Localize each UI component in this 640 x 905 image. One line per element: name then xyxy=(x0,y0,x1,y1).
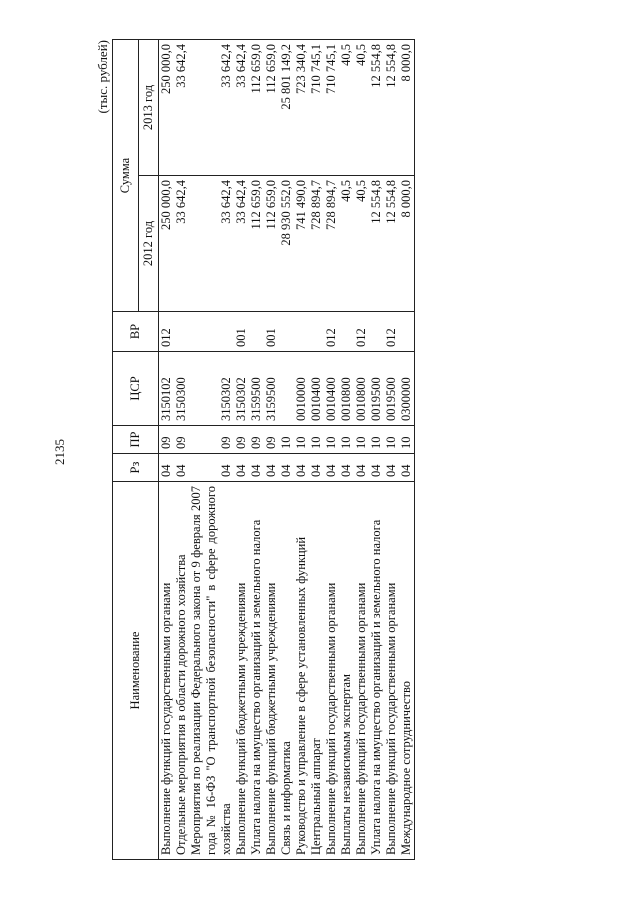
row-vr xyxy=(339,312,354,352)
row-pr: 10 xyxy=(354,426,369,454)
row-sum-2012: 33 642,4 xyxy=(234,176,249,312)
row-csr: 3150302 xyxy=(234,352,249,426)
table-row xyxy=(354,40,369,860)
row-pr: 10 xyxy=(399,426,415,454)
row-rz: 04 xyxy=(309,454,324,482)
row-pr: 09 xyxy=(174,426,189,454)
row-csr: 3150300 xyxy=(174,352,189,426)
row-name: Международное сотрудничество xyxy=(399,482,415,860)
row-pr: 09 xyxy=(159,426,175,454)
table-row xyxy=(384,40,399,860)
row-pr: 10 xyxy=(279,426,294,454)
row-csr: 0010800 xyxy=(354,352,369,426)
row-name: Уплата налога на имущество организаций и земельного налога xyxy=(369,482,384,860)
row-sum-2013: 40,5 xyxy=(354,40,369,176)
row-name: Выплаты независимым экспертам xyxy=(339,482,354,860)
row-rz: 04 xyxy=(249,454,264,482)
header-pr: ПР xyxy=(113,426,159,454)
row-vr: 012 xyxy=(384,312,399,352)
row-sum-2013: 12 554,8 xyxy=(369,40,384,176)
row-rz: 04 xyxy=(399,454,415,482)
row-vr xyxy=(369,312,384,352)
row-sum-2013: 40,5 xyxy=(339,40,354,176)
row-name: Выполнение функций государственными органами xyxy=(384,482,399,860)
row-name: Мероприятия по реализации Федерального закона от 9 февраля 2007 года № 16-ФЗ "О транспортной безопасности" в сфере дорожного хозяйства xyxy=(189,482,234,860)
row-sum-2013: 723 340,4 xyxy=(294,40,309,176)
header-year-2013: 2013 год xyxy=(139,40,159,176)
header-sum: Сумма xyxy=(113,40,139,312)
row-name: Связь и информатика xyxy=(279,482,294,860)
row-pr: 10 xyxy=(384,426,399,454)
row-sum-2012: 112 659,0 xyxy=(249,176,264,312)
row-csr: 0010400 xyxy=(324,352,339,426)
row-rz: 04 xyxy=(189,454,234,482)
row-pr: 10 xyxy=(369,426,384,454)
row-name: Выполнение функций государственными органами xyxy=(354,482,369,860)
row-pr: 10 xyxy=(339,426,354,454)
row-rz: 04 xyxy=(384,454,399,482)
row-csr: 0010800 xyxy=(339,352,354,426)
row-vr: 001 xyxy=(234,312,249,352)
row-vr xyxy=(189,312,234,352)
units-note: (тыс. рублей) xyxy=(95,40,110,114)
row-rz: 04 xyxy=(234,454,249,482)
row-name: Выполнение функций государственными органами xyxy=(324,482,339,860)
row-rz: 04 xyxy=(354,454,369,482)
table-body xyxy=(159,40,415,860)
row-sum-2013: 33 642,4 xyxy=(174,40,189,176)
table-row xyxy=(264,40,279,860)
table-header xyxy=(113,40,159,860)
row-vr xyxy=(174,312,189,352)
budget-table xyxy=(112,39,415,860)
row-sum-2013: 25 801 149,2 xyxy=(279,40,294,176)
row-sum-2013: 33 642,4 xyxy=(189,40,234,176)
table-row xyxy=(294,40,309,860)
table-row xyxy=(324,40,339,860)
row-vr: 001 xyxy=(264,312,279,352)
row-pr: 10 xyxy=(309,426,324,454)
row-pr: 10 xyxy=(294,426,309,454)
row-name: Уплата налога на имущество организаций и земельного налога xyxy=(249,482,264,860)
row-sum-2012: 40,5 xyxy=(339,176,354,312)
row-csr: 3159500 xyxy=(264,352,279,426)
table-row xyxy=(279,40,294,860)
header-vr: ВР xyxy=(113,312,159,352)
row-sum-2012: 728 894,7 xyxy=(309,176,324,312)
row-sum-2012: 728 894,7 xyxy=(324,176,339,312)
row-sum-2013: 12 554,8 xyxy=(384,40,399,176)
row-sum-2013: 112 659,0 xyxy=(264,40,279,176)
row-sum-2012: 40,5 xyxy=(354,176,369,312)
row-vr: 012 xyxy=(159,312,175,352)
row-rz: 04 xyxy=(279,454,294,482)
row-sum-2012: 741 490,0 xyxy=(294,176,309,312)
row-csr: 0010400 xyxy=(309,352,324,426)
table-row xyxy=(309,40,324,860)
row-csr: 0019500 xyxy=(369,352,384,426)
row-rz: 04 xyxy=(174,454,189,482)
row-sum-2012: 28 930 552,0 xyxy=(279,176,294,312)
row-csr: 3150302 xyxy=(189,352,234,426)
row-sum-2012: 33 642,4 xyxy=(174,176,189,312)
row-name: Выполнение функций бюджетными учреждениями xyxy=(264,482,279,860)
row-sum-2012: 250 000,0 xyxy=(159,176,175,312)
row-pr: 09 xyxy=(234,426,249,454)
row-pr: 10 xyxy=(324,426,339,454)
row-pr: 09 xyxy=(189,426,234,454)
table-row xyxy=(339,40,354,860)
row-sum-2013: 8 000,0 xyxy=(399,40,415,176)
row-name: Центральный аппарат xyxy=(309,482,324,860)
row-vr: 012 xyxy=(354,312,369,352)
row-sum-2013: 710 745,1 xyxy=(324,40,339,176)
row-vr xyxy=(249,312,264,352)
header-csr: ЦСР xyxy=(113,352,159,426)
row-name: Отдельные мероприятия в области дорожного хозяйства xyxy=(174,482,189,860)
row-sum-2012: 8 000,0 xyxy=(399,176,415,312)
page-number: 2135 xyxy=(52,439,67,465)
header-rz: Рз xyxy=(113,454,159,482)
row-sum-2012: 12 554,8 xyxy=(369,176,384,312)
row-csr: 0300000 xyxy=(399,352,415,426)
row-rz: 04 xyxy=(339,454,354,482)
row-csr: 0019500 xyxy=(384,352,399,426)
row-vr xyxy=(279,312,294,352)
row-sum-2013: 710 745,1 xyxy=(309,40,324,176)
row-rz: 04 xyxy=(264,454,279,482)
row-sum-2012: 12 554,8 xyxy=(384,176,399,312)
header-name: Наименование xyxy=(113,482,159,860)
row-vr: 012 xyxy=(324,312,339,352)
rotated-document xyxy=(95,40,555,860)
table-row xyxy=(234,40,249,860)
row-pr: 09 xyxy=(249,426,264,454)
table-row xyxy=(369,40,384,860)
header-year-2012: 2012 год xyxy=(139,176,159,312)
row-sum-2013: 33 642,4 xyxy=(234,40,249,176)
row-vr xyxy=(399,312,415,352)
row-rz: 04 xyxy=(369,454,384,482)
row-csr: 3150102 xyxy=(159,352,175,426)
row-name: Руководство и управление в сфере установленных функций xyxy=(294,482,309,860)
table-row xyxy=(249,40,264,860)
row-vr xyxy=(294,312,309,352)
table-row xyxy=(159,40,175,860)
row-sum-2013: 112 659,0 xyxy=(249,40,264,176)
row-csr: 0010000 xyxy=(294,352,309,426)
table-row xyxy=(189,40,234,860)
row-rz: 04 xyxy=(324,454,339,482)
table-row xyxy=(174,40,189,860)
row-rz: 04 xyxy=(159,454,175,482)
row-sum-2012: 112 659,0 xyxy=(264,176,279,312)
row-csr xyxy=(279,352,294,426)
row-rz: 04 xyxy=(294,454,309,482)
row-sum-2013: 250 000,0 xyxy=(159,40,175,176)
row-sum-2012: 33 642,4 xyxy=(189,176,234,312)
row-csr: 3159500 xyxy=(249,352,264,426)
row-name: Выполнение функций государственными органами xyxy=(159,482,175,860)
row-vr xyxy=(309,312,324,352)
row-pr: 09 xyxy=(264,426,279,454)
table-row xyxy=(399,40,415,860)
row-name: Выполнение функций бюджетными учреждениями xyxy=(234,482,249,860)
